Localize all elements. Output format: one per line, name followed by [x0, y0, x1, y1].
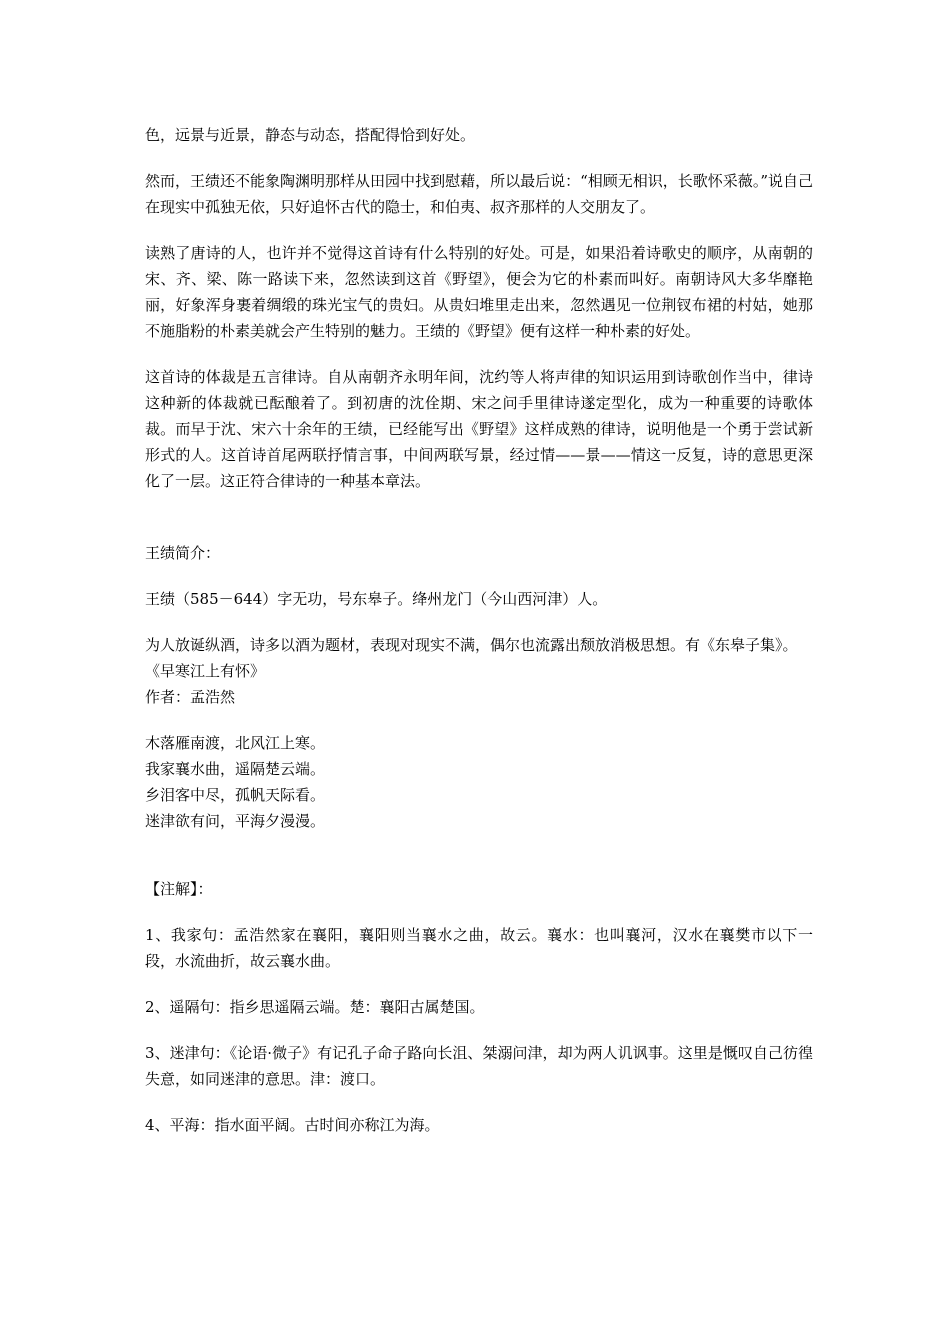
poem-title: 《早寒江上有怀》	[145, 662, 266, 680]
poem-author: 作者：孟浩然	[145, 688, 236, 706]
note-item: 1、我家句：孟浩然家在襄阳，襄阳则当襄水之曲，故云。襄水：也叫襄河，汉水在襄樊市以下一段，水流曲折，故云襄水曲。	[145, 926, 813, 970]
note-item: 4、平海：指水面平阔。古时间亦称江为海。	[145, 1116, 440, 1134]
poem-line: 我家襄水曲，遥隔楚云端。	[145, 760, 326, 778]
paragraph-form: 这首诗的体裁是五言律诗。自从南朝齐永明年间，沈约等人将声律的知识运用到诗歌创作当中，律诗这种新的体裁就已酝酿着了。到初唐的沈佺期、宋之问手里律诗遂定型化，成为一种重要的诗歌体裁。而早于沈、宋六十余年的王绩，已经能写出《野望》这样成熟的律诗，说明他是一个勇于尝试新形式的人。这首诗首尾两联抒情言事，中间两联写景，经过情——景——情这一反复，诗的意思更深化了一层。这正符合律诗的一种基本章法。	[145, 368, 813, 490]
poem-body	[145, 730, 813, 834]
bio-line-1: 王绩（585－644）字无功，号东皋子。绛州龙门（今山西河津）人。	[145, 590, 608, 608]
notes-heading: 【注解】：	[145, 880, 213, 898]
spacer	[145, 514, 813, 540]
spacer	[145, 860, 813, 876]
note-item: 2、遥隔句：指乡思遥隔云端。楚：襄阳古属楚国。	[145, 998, 485, 1016]
paragraph-hermit: 然而，王绩还不能象陶渊明那样从田园中找到慰藉，所以最后说：“相顾无相识，长歌怀采薇。”说自己在现实中孤独无依，只好追怀古代的隐士，和伯夷、叔齐那样的人交朋友了。	[145, 172, 813, 216]
spacer	[145, 834, 813, 860]
note-item: 3、迷津句：《论语·微子》有记孔子命子路向长沮、桀溺问津，却为两人讥讽事。这里是慨叹自己彷徨失意，如同迷津的意思。津：渡口。	[145, 1044, 813, 1088]
bio-heading: 王绩简介：	[145, 544, 221, 562]
bio-line-2: 为人放诞纵酒，诗多以酒为题材，表现对现实不满，偶尔也流露出颓放消极思想。有《东皋子集》。	[145, 636, 798, 654]
paragraph-simplicity: 读熟了唐诗的人，也许并不觉得这首诗有什么特别的好处。可是，如果沿着诗歌史的顺序，从南朝的宋、齐、梁、陈一路读下来，忽然读到这首《野望》，便会为它的朴素而叫好。南朝诗风大多华靡艳丽，好象浑身裹着绸缎的珠光宝气的贵妇。从贵妇堆里走出来，忽然遇见一位荆钗布裙的村姑，她那不施脂粉的朴素美就会产生特别的魅力。王绩的《野望》便有这样一种朴素的好处。	[145, 244, 813, 340]
poem-line: 迷津欲有问，平海夕漫漫。	[145, 812, 326, 830]
poem-line: 木落雁南渡，北风江上寒。	[145, 734, 326, 752]
document-page	[145, 122, 813, 1158]
paragraph-scene: 色，远景与近景，静态与动态，搭配得恰到好处。	[145, 126, 476, 144]
poem-line: 乡泪客中尽，孤帆天际看。	[145, 786, 326, 804]
